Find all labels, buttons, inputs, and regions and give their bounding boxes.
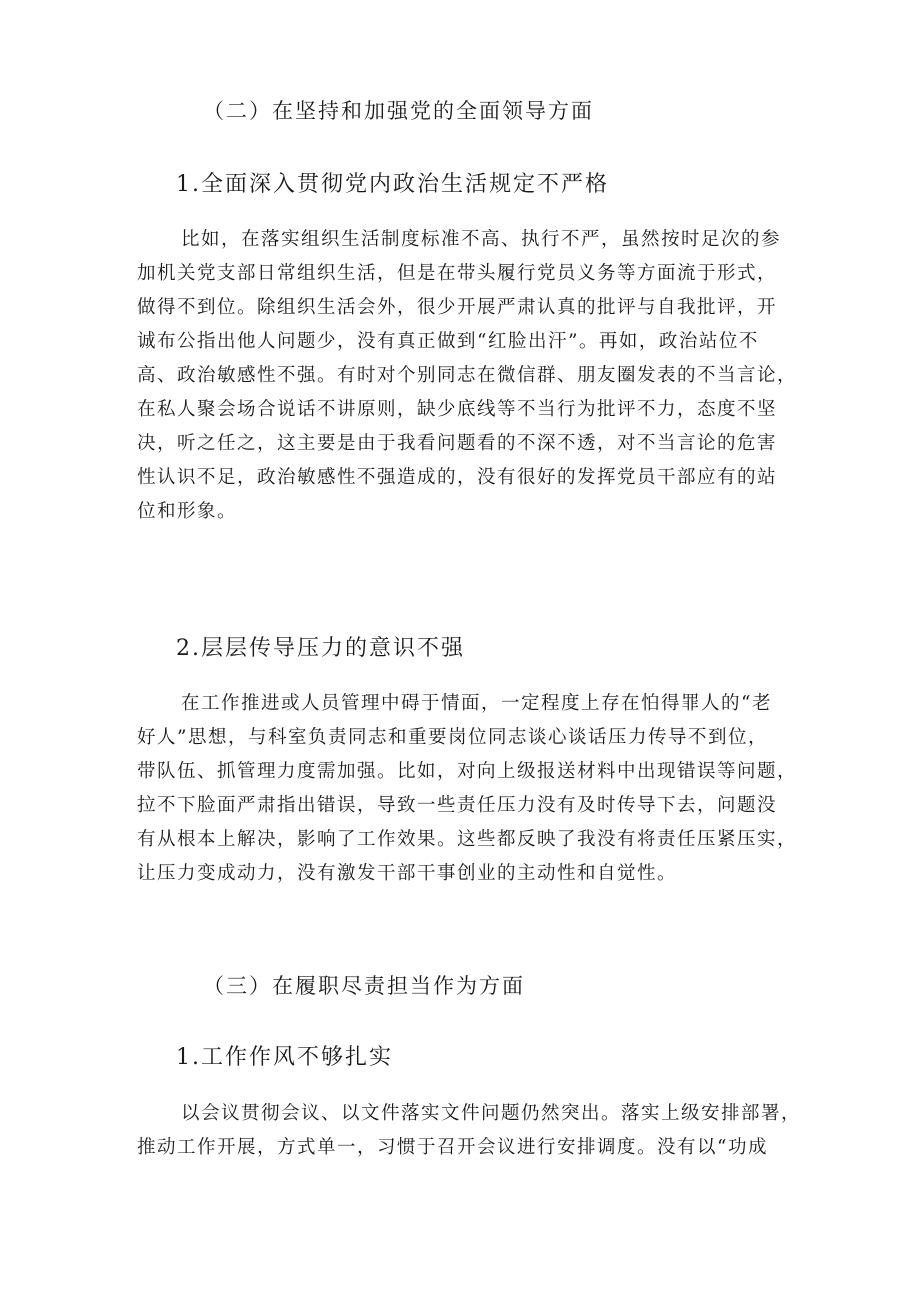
subheading-2-2: 2.层层传导压力的意识不强: [176, 636, 465, 661]
section-heading-2: （二）在坚持和加强党的全面领导方面: [203, 99, 594, 123]
paragraph-line: 做得不到位。除组织生活会外，很少开展严肃认真的批评与自我批评，开: [137, 297, 778, 318]
paragraph-line: 有从根本上解决，影响了工作效果。这些都反映了我没有将责任压紧压实，: [137, 829, 798, 850]
paragraph-line: 带队伍、抓管理力度需加强。比如，对向上级报送材料中出现错误等问题，: [137, 761, 798, 782]
paragraph-line: 高、政治敏感性不强。有时对个别同志在微信群、朋友圈发表的不当言论，: [137, 365, 798, 386]
paragraph-line: 以会议贯彻会议、以文件落实文件问题仍然突出。落实上级安排部署，: [181, 1103, 802, 1124]
paragraph-line: 诚布公指出他人问题少，没有真正做到“红脸出汗”。再如，政治站位不: [137, 331, 759, 352]
paragraph-line: 推动工作开展，方式单一，习惯于召开会议进行安排调度。没有以“功成: [137, 1137, 768, 1158]
paragraph-line: 决，听之任之，这主要是由于我看问题看的不深不透，对不当言论的危害: [137, 433, 778, 454]
paragraph-line: 在私人聚会场合说话不讲原则，缺少底线等不当行为批评不力，态度不坚: [137, 399, 778, 420]
paragraph-3-1: [137, 1097, 802, 1165]
subheading-3-1: 1.工作作风不够扎实: [176, 1045, 393, 1070]
paragraph-line: 拉不下脸面严肃指出错误，导致一些责任压力没有及时传导下去，问题没: [137, 795, 778, 816]
paragraph-2-2: [137, 687, 797, 891]
subheading-2-1: 1.全面深入贯彻党内政治生活规定不严格: [176, 172, 609, 197]
paragraph-line: 让压力变成动力，没有激发干部干事创业的主动性和自觉性。: [137, 863, 678, 884]
paragraph-line: 好人”思想，与科室负责同志和重要岗位同志谈心谈话压力传导不到位，: [137, 727, 768, 748]
section-heading-3: （三）在履职尽责担当作为方面: [203, 974, 525, 998]
paragraph-line: 加机关党支部日常组织生活，但是在带头履行党员义务等方面流于形式，: [137, 263, 778, 284]
paragraph-line: 性认识不足，政治敏感性不强造成的，没有很好的发挥党员干部应有的站: [137, 467, 778, 488]
paragraph-line: 在工作推进或人员管理中碍于情面，一定程度上存在怕得罪人的“老: [181, 693, 772, 714]
paragraph-line: 位和形象。: [137, 501, 238, 522]
paragraph-2-1: [137, 223, 797, 529]
paragraph-line: 比如，在落实组织生活制度标准不高、执行不严，虽然按时足次的参: [181, 229, 782, 250]
